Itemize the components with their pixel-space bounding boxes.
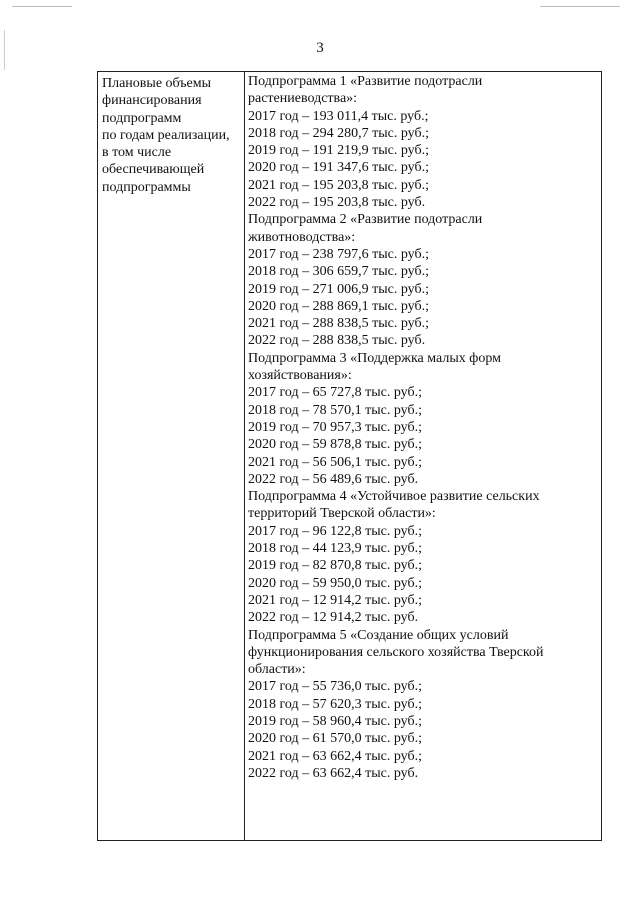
subprogram-title-line: растениеводства»:	[248, 91, 358, 107]
year-amount-line: 2018 год – 306 659,7 тыс. руб.;	[248, 264, 429, 280]
year-amount-line: 2018 год – 78 570,1 тыс. руб.;	[248, 402, 422, 418]
year-amount-line: 2022 год – 288 838,5 тыс. руб.	[248, 333, 426, 349]
label-line: по годам реализации,	[102, 127, 230, 143]
year-amount-line: 2019 год – 58 960,4 тыс. руб.;	[248, 713, 422, 729]
subprogram-title-line: животноводства»:	[248, 229, 356, 245]
subprogram-title-line: Подпрограмма 3 «Поддержка малых форм	[248, 350, 501, 366]
subprogram-title-line: Подпрограмма 5 «Создание общих условий	[248, 627, 509, 643]
subprogram-title-line: Подпрограмма 4 «Устойчивое развитие сельских	[248, 489, 540, 505]
year-amount-line: 2022 год – 12 914,2 тыс. руб.	[248, 610, 419, 626]
year-amount-line: 2021 год – 288 838,5 тыс. руб.;	[248, 316, 429, 332]
year-amount-line: 2019 год – 70 957,3 тыс. руб.;	[248, 419, 422, 435]
subprogram-title-line: хозяйствования»:	[248, 368, 352, 384]
year-amount-line: 2020 год – 59 950,0 тыс. руб.;	[248, 575, 422, 591]
year-amount-line: 2017 год – 65 727,8 тыс. руб.;	[248, 385, 422, 401]
label-line: подпрограммы	[102, 179, 191, 195]
year-amount-line: 2021 год – 195 203,8 тыс. руб.;	[248, 177, 429, 193]
subprogram-block	[248, 488, 601, 626]
scan-artifact-top-left	[12, 6, 72, 7]
subprogram-title-line: функционирования сельского хозяйства Тверской	[248, 644, 544, 660]
subprogram-title-line: Подпрограмма 1 «Развитие подотрасли	[248, 74, 483, 89]
subprogram-block	[248, 73, 601, 211]
year-amount-line: 2022 год – 63 662,4 тыс. руб.	[248, 765, 419, 781]
year-amount-line: 2018 год – 44 123,9 тыс. руб.;	[248, 541, 422, 557]
table-row-value-cell	[245, 72, 601, 840]
year-amount-line: 2021 год – 56 506,1 тыс. руб.;	[248, 454, 422, 470]
year-amount-line: 2018 год – 294 280,7 тыс. руб.;	[248, 125, 429, 141]
year-amount-line: 2022 год – 195 203,8 тыс. руб.	[248, 195, 426, 211]
year-amount-line: 2017 год – 96 122,8 тыс. руб.;	[248, 523, 422, 539]
table-row-label-cell	[98, 72, 245, 840]
financing-table	[97, 71, 602, 841]
year-amount-line: 2021 год – 12 914,2 тыс. руб.;	[248, 592, 422, 608]
label-line: Плановые объемы	[102, 76, 212, 91]
year-amount-line: 2020 год – 61 570,0 тыс. руб.;	[248, 731, 422, 747]
year-amount-line: 2020 год – 191 347,6 тыс. руб.;	[248, 160, 429, 176]
label-line: обеспечивающей	[102, 162, 205, 178]
subprogram-title-line: области»:	[248, 662, 306, 678]
year-amount-line: 2019 год – 82 870,8 тыс. руб.;	[248, 558, 422, 574]
label-line: подпрограмм	[102, 110, 182, 126]
subprogram-block	[248, 627, 601, 783]
year-amount-line: 2019 год – 271 006,9 тыс. руб.;	[248, 281, 429, 297]
subprogram-title-line: Подпрограмма 2 «Развитие подотрасли	[248, 212, 483, 228]
subprogram-title-line: территорий Тверской области»:	[248, 506, 436, 522]
year-amount-line: 2017 год – 238 797,6 тыс. руб.;	[248, 246, 429, 262]
subprogram-block	[248, 211, 601, 349]
label-line: финансирования	[102, 93, 202, 109]
page-number: 3	[316, 40, 324, 56]
year-amount-line: 2017 год – 55 736,0 тыс. руб.;	[248, 679, 422, 695]
year-amount-line: 2020 год – 59 878,8 тыс. руб.;	[248, 437, 422, 453]
year-amount-line: 2017 год – 193 011,4 тыс. руб.;	[248, 108, 429, 124]
label-line: в том числе	[102, 145, 172, 161]
year-amount-line: 2018 год – 57 620,3 тыс. руб.;	[248, 696, 422, 712]
year-amount-line: 2022 год – 56 489,6 тыс. руб.	[248, 471, 419, 487]
scan-artifact-top-right	[540, 6, 620, 7]
year-amount-line: 2021 год – 63 662,4 тыс. руб.;	[248, 748, 422, 764]
year-amount-line: 2019 год – 191 219,9 тыс. руб.;	[248, 143, 429, 159]
year-amount-line: 2020 год – 288 869,1 тыс. руб.;	[248, 298, 429, 314]
subprogram-block	[248, 350, 601, 488]
